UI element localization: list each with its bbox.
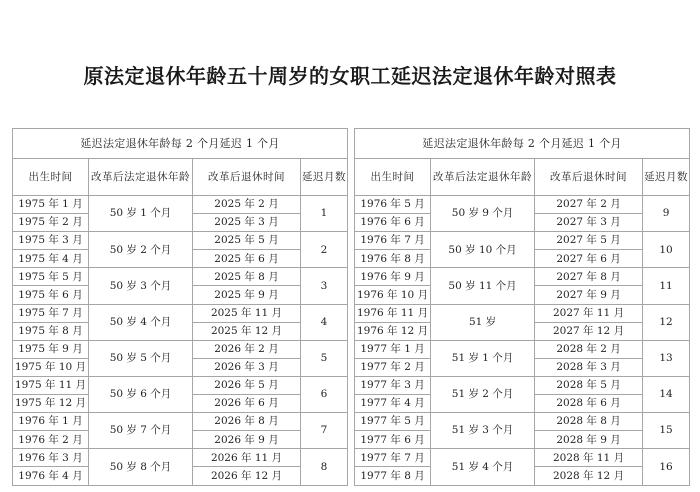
retire-cell: 2028 年 6 月 (535, 395, 643, 413)
delay-cell: 10 (643, 232, 690, 268)
retire-cell: 2028 年 8 月 (535, 413, 643, 431)
header-row (355, 159, 690, 196)
age-cell: 50 岁 4 个月 (89, 304, 193, 340)
age-cell: 50 岁 3 个月 (89, 268, 193, 304)
retire-cell: 2026 年 2 月 (193, 340, 301, 358)
birth-cell: 1975 年 10 月 (13, 358, 89, 376)
column-header-delay: 延迟月数 (643, 159, 690, 196)
retire-cell: 2026 年 3 月 (193, 358, 301, 376)
caption-row (13, 129, 348, 159)
birth-cell: 1976 年 11 月 (355, 304, 431, 322)
retire-cell: 2025 年 11 月 (193, 304, 301, 322)
age-cell: 51 岁 4 个月 (431, 449, 535, 485)
birth-cell: 1975 年 12 月 (13, 395, 89, 413)
retire-cell: 2027 年 11 月 (535, 304, 643, 322)
delay-cell: 9 (643, 196, 690, 232)
birth-cell: 1977 年 2 月 (355, 358, 431, 376)
table-row (13, 340, 348, 358)
retire-cell: 2027 年 9 月 (535, 286, 643, 304)
table-caption: 延迟法定退休年龄每 2 个月延迟 1 个月 (355, 129, 690, 159)
birth-cell: 1975 年 4 月 (13, 250, 89, 268)
age-cell: 50 岁 9 个月 (431, 196, 535, 232)
retire-cell: 2026 年 5 月 (193, 376, 301, 394)
age-cell: 50 岁 1 个月 (89, 196, 193, 232)
column-header-delay: 延迟月数 (301, 159, 348, 196)
age-cell: 50 岁 7 个月 (89, 413, 193, 449)
retire-cell: 2025 年 8 月 (193, 268, 301, 286)
age-cell: 51 岁 2 个月 (431, 376, 535, 412)
delay-cell: 4 (301, 304, 348, 340)
table-row (355, 449, 690, 467)
retire-cell: 2026 年 8 月 (193, 413, 301, 431)
birth-cell: 1976 年 8 月 (355, 250, 431, 268)
delay-cell: 11 (643, 268, 690, 304)
table-row (13, 413, 348, 431)
page-title: 原法定退休年龄五十周岁的女职工延迟法定退休年龄对照表 (83, 64, 617, 88)
lookup-table-right (354, 128, 690, 486)
header-row (13, 159, 348, 196)
birth-cell: 1975 年 9 月 (13, 340, 89, 358)
delay-cell: 5 (301, 340, 348, 376)
delay-cell: 1 (301, 196, 348, 232)
birth-cell: 1976 年 5 月 (355, 196, 431, 214)
retire-cell: 2025 年 12 月 (193, 322, 301, 340)
delay-cell: 6 (301, 376, 348, 412)
column-header-age: 改革后法定退休年龄 (431, 159, 535, 196)
delay-cell: 3 (301, 268, 348, 304)
birth-cell: 1976 年 7 月 (355, 232, 431, 250)
table-row (355, 376, 690, 394)
age-cell: 50 岁 8 个月 (89, 449, 193, 485)
birth-cell: 1976 年 2 月 (13, 431, 89, 449)
delay-cell: 13 (643, 340, 690, 376)
retire-cell: 2028 年 11 月 (535, 449, 643, 467)
retire-cell: 2027 年 3 月 (535, 214, 643, 232)
table-row (355, 413, 690, 431)
retire-cell: 2026 年 11 月 (193, 449, 301, 467)
column-header-retire: 改革后退休时间 (535, 159, 643, 196)
retire-cell: 2025 年 9 月 (193, 286, 301, 304)
table-row (13, 196, 348, 214)
delay-cell: 12 (643, 304, 690, 340)
retire-cell: 2025 年 5 月 (193, 232, 301, 250)
birth-cell: 1976 年 4 月 (13, 467, 89, 485)
column-header-birth: 出生时间 (13, 159, 89, 196)
age-cell: 50 岁 6 个月 (89, 376, 193, 412)
birth-cell: 1975 年 6 月 (13, 286, 89, 304)
retire-cell: 2025 年 3 月 (193, 214, 301, 232)
table-row (355, 268, 690, 286)
age-cell: 51 岁 3 个月 (431, 413, 535, 449)
birth-cell: 1977 年 6 月 (355, 431, 431, 449)
retire-cell: 2026 年 9 月 (193, 431, 301, 449)
birth-cell: 1976 年 9 月 (355, 268, 431, 286)
retire-cell: 2028 年 2 月 (535, 340, 643, 358)
retire-cell: 2025 年 6 月 (193, 250, 301, 268)
retire-cell: 2027 年 6 月 (535, 250, 643, 268)
retire-cell: 2028 年 9 月 (535, 431, 643, 449)
birth-cell: 1975 年 3 月 (13, 232, 89, 250)
retire-cell: 2026 年 6 月 (193, 395, 301, 413)
delay-cell: 16 (643, 449, 690, 485)
age-cell: 51 岁 1 个月 (431, 340, 535, 376)
lookup-table-left (12, 128, 348, 486)
birth-cell: 1977 年 5 月 (355, 413, 431, 431)
retire-cell: 2027 年 5 月 (535, 232, 643, 250)
age-cell: 51 岁 (431, 304, 535, 340)
table-row (355, 304, 690, 322)
retire-cell: 2025 年 2 月 (193, 196, 301, 214)
birth-cell: 1976 年 12 月 (355, 322, 431, 340)
birth-cell: 1977 年 4 月 (355, 395, 431, 413)
table-row (355, 196, 690, 214)
table-row (13, 449, 348, 467)
table-row (13, 268, 348, 286)
birth-cell: 1975 年 1 月 (13, 196, 89, 214)
birth-cell: 1975 年 8 月 (13, 322, 89, 340)
delay-cell: 7 (301, 413, 348, 449)
birth-cell: 1975 年 7 月 (13, 304, 89, 322)
birth-cell: 1976 年 6 月 (355, 214, 431, 232)
delay-cell: 8 (301, 449, 348, 485)
table-caption: 延迟法定退休年龄每 2 个月延迟 1 个月 (13, 129, 348, 159)
retire-cell: 2028 年 12 月 (535, 467, 643, 485)
retire-cell: 2028 年 5 月 (535, 376, 643, 394)
column-header-age: 改革后法定退休年龄 (89, 159, 193, 196)
retire-cell: 2026 年 12 月 (193, 467, 301, 485)
birth-cell: 1976 年 3 月 (13, 449, 89, 467)
birth-cell: 1976 年 10 月 (355, 286, 431, 304)
table-row (13, 376, 348, 394)
table-row (13, 232, 348, 250)
birth-cell: 1975 年 2 月 (13, 214, 89, 232)
delay-cell: 15 (643, 413, 690, 449)
age-cell: 50 岁 2 个月 (89, 232, 193, 268)
birth-cell: 1977 年 8 月 (355, 467, 431, 485)
retire-cell: 2027 年 12 月 (535, 322, 643, 340)
age-cell: 50 岁 11 个月 (431, 268, 535, 304)
birth-cell: 1975 年 11 月 (13, 376, 89, 394)
retire-cell: 2027 年 2 月 (535, 196, 643, 214)
column-header-retire: 改革后退休时间 (193, 159, 301, 196)
age-cell: 50 岁 5 个月 (89, 340, 193, 376)
column-header-birth: 出生时间 (355, 159, 431, 196)
delay-cell: 14 (643, 376, 690, 412)
tables-container (12, 128, 689, 485)
retire-cell: 2027 年 8 月 (535, 268, 643, 286)
birth-cell: 1977 年 3 月 (355, 376, 431, 394)
retire-cell: 2028 年 3 月 (535, 358, 643, 376)
birth-cell: 1977 年 1 月 (355, 340, 431, 358)
caption-row (355, 129, 690, 159)
age-cell: 50 岁 10 个月 (431, 232, 535, 268)
delay-cell: 2 (301, 232, 348, 268)
birth-cell: 1975 年 5 月 (13, 268, 89, 286)
table-row (355, 232, 690, 250)
table-row (355, 340, 690, 358)
birth-cell: 1977 年 7 月 (355, 449, 431, 467)
birth-cell: 1976 年 1 月 (13, 413, 89, 431)
table-row (13, 304, 348, 322)
